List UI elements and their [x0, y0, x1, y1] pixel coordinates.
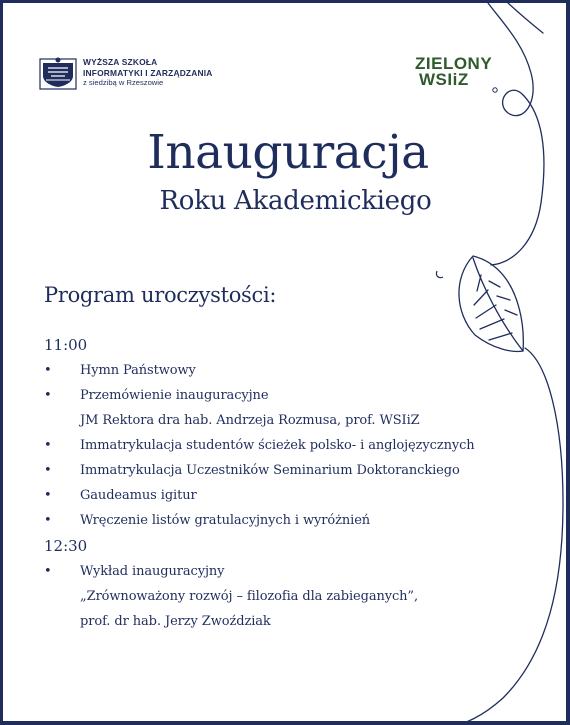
logo-line-1: WYŻSZA SZKOŁA: [83, 57, 158, 67]
bullet: •: [44, 513, 52, 528]
university-logo: [39, 56, 239, 92]
zielony-logo-line-1: ZIELONY: [415, 54, 493, 73]
program-item-continuation-text: „Zrównoważony rozwój – filozofia dla zabieganych”,: [80, 589, 419, 604]
page-subtitle: Roku Akademickiego: [159, 186, 432, 216]
program-item-text: Immatrykulacja Uczestników Seminarium Doktoranckiego: [80, 463, 460, 478]
logo-line-3: z siedzibą w Rzeszowie: [83, 78, 164, 87]
program-item-continuation-text: prof. dr hab. Jerzy Zwoździak: [80, 614, 271, 629]
zielony-wsiiz-logo: [415, 55, 505, 95]
bullet: •: [44, 363, 52, 378]
page-title: Inauguracja: [147, 125, 429, 180]
program-item-text: Gaudeamus igitur: [80, 488, 197, 503]
bullet: •: [44, 488, 52, 503]
program-item-text: Immatrykulacja studentów ścieżek polsko- i anglojęzycznych: [80, 438, 475, 453]
program-item-text: Wręczenie listów gratulacyjnych i wyróżnień: [80, 513, 371, 528]
section-time: 12:30: [44, 537, 88, 555]
program-item-continuation-text: JM Rektora dra hab. Andrzeja Rozmusa, prof. WSIiZ: [80, 413, 420, 428]
program-item-text: Hymn Państwowy: [80, 363, 196, 378]
bullet: •: [44, 463, 52, 478]
program-heading: Program uroczystości:: [44, 283, 277, 307]
section-time: 11:00: [44, 336, 88, 354]
bullet: •: [44, 564, 52, 579]
bullet: •: [44, 388, 52, 403]
university-crest-icon: [39, 56, 77, 90]
bullet: •: [44, 438, 52, 453]
zielony-logo-line-2: WSIiZ: [419, 70, 469, 89]
logo-line-2: INFORMATYKI I ZARZĄDZANIA: [83, 67, 213, 78]
program-item-text: Wykład inauguracyjny: [80, 564, 225, 579]
program-item-text: Przemówienie inauguracyjne: [80, 388, 269, 403]
